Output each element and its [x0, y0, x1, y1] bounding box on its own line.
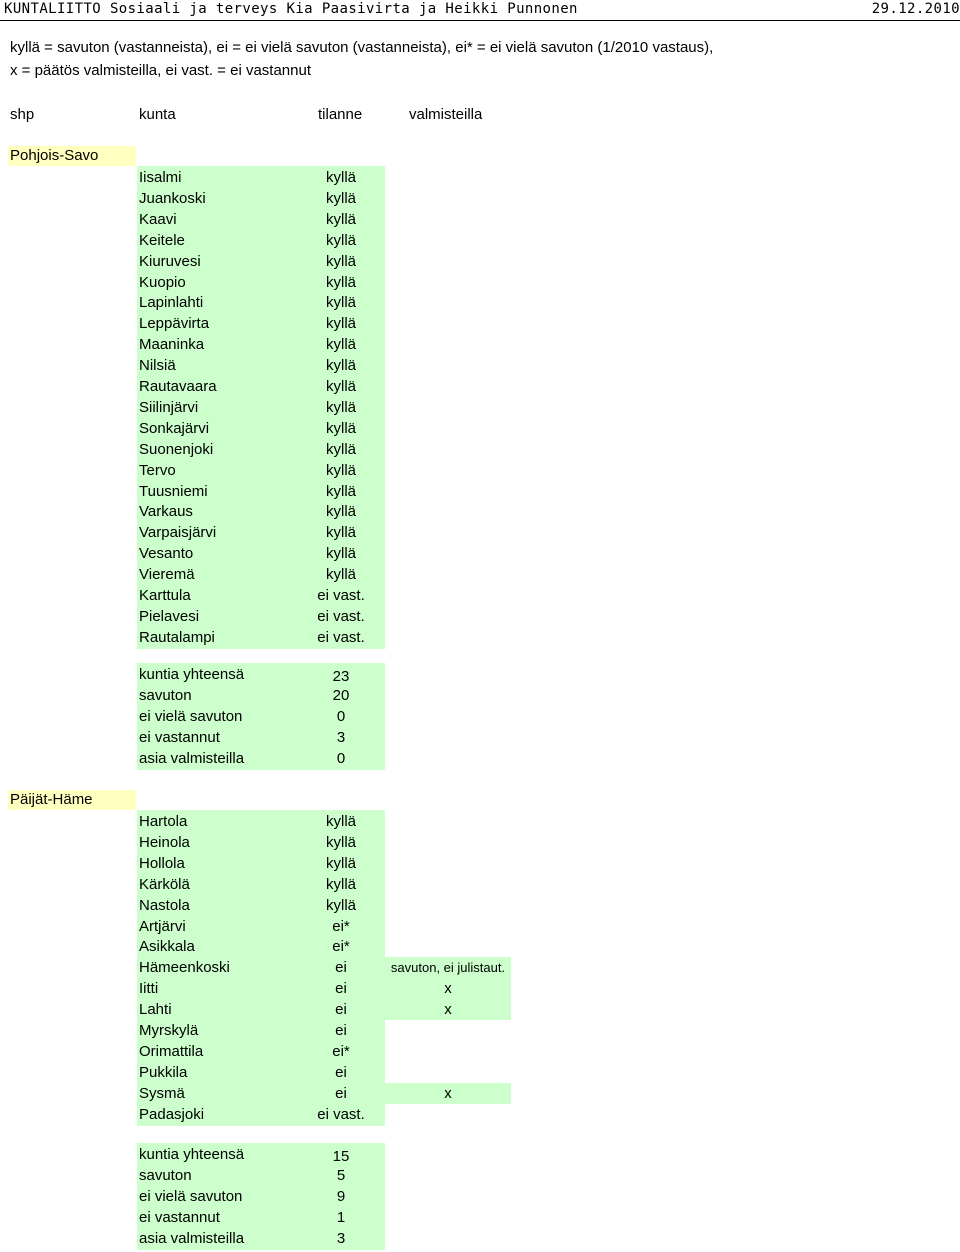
municipality-name: Karttula	[139, 587, 191, 604]
municipality-name: Rautalampi	[139, 628, 215, 646]
column-header-kunta: kunta	[139, 106, 176, 123]
summary-label: savuton	[139, 687, 192, 704]
summary-value: 20	[332, 687, 350, 704]
municipality-name: Hartola	[139, 813, 188, 830]
municipality-name: Rautavaara	[139, 378, 217, 395]
municipality-name: Nastola	[139, 896, 190, 914]
municipality-status: kyllä	[325, 896, 356, 914]
municipality-name: Nilsiä	[139, 357, 176, 375]
summary-label: ei vastannut	[139, 1209, 220, 1226]
municipality-status: ei vast.	[317, 587, 365, 604]
column-header-tilanne: tilanne	[318, 106, 363, 123]
municipality-status: ei vast.	[317, 607, 365, 625]
municipality-name: Maaninka	[139, 336, 205, 354]
municipality-status: kyllä	[325, 189, 356, 207]
municipality-status: kyllä	[325, 833, 356, 851]
municipality-name: Sonkajärvi	[139, 419, 210, 437]
municipality-name: Pielavesi	[139, 607, 200, 625]
legend-line-2: x = päätös valmisteilla, ei vast. = ei vastannut	[10, 62, 311, 79]
summary-label: ei vielä savuton	[139, 708, 243, 725]
municipality-name: Varkaus	[139, 503, 193, 521]
summary-label: ei vastannut	[139, 729, 220, 746]
municipality-name: Kärkölä	[139, 875, 190, 893]
municipality-status: kyllä	[325, 813, 356, 830]
municipality-status: kyllä	[325, 273, 356, 291]
municipality-name: Lahti	[139, 1001, 172, 1019]
municipality-name: Keitele	[139, 231, 185, 249]
summary-value: 0	[336, 708, 346, 725]
summary-label: kuntia yhteensä	[139, 666, 245, 683]
municipality-name: Kuopio	[139, 273, 186, 291]
municipality-status: kyllä	[325, 854, 356, 872]
municipality-name: Tervo	[139, 461, 176, 479]
municipality-status: kyllä	[325, 524, 356, 542]
municipality-status: ei vast.	[317, 628, 365, 646]
municipality-name: Iisalmi	[139, 169, 182, 186]
municipality-status: ei	[335, 1022, 347, 1039]
summary-label: asia valmisteilla	[139, 750, 245, 767]
header-date: 29.12.2010	[871, 1, 960, 17]
municipality-name: Heinola	[139, 833, 190, 851]
page-header	[0, 0, 960, 21]
municipality-name: Padasjoki	[139, 1105, 205, 1123]
municipality-status: kyllä	[325, 357, 356, 375]
summary-value: 9	[336, 1188, 346, 1205]
municipality-status: kyllä	[325, 875, 356, 893]
municipality-name: Kaavi	[139, 210, 177, 228]
municipality-name: Sysmä	[139, 1084, 185, 1102]
summary-value: 3	[336, 729, 346, 746]
municipality-note: x	[444, 1084, 452, 1102]
municipality-status: ei vast.	[317, 1105, 365, 1123]
summary-value: 5	[336, 1167, 346, 1184]
municipality-status: ei*	[332, 1042, 350, 1060]
summary-value: 3	[336, 1230, 346, 1247]
municipality-name: Juankoski	[139, 189, 206, 207]
municipality-status: kyllä	[325, 336, 356, 354]
municipality-name: Leppävirta	[139, 315, 210, 333]
municipality-status: ei	[335, 980, 347, 998]
municipality-status: kyllä	[325, 169, 356, 186]
municipality-name: Myrskylä	[139, 1022, 199, 1039]
municipality-name: Vieremä	[139, 566, 195, 584]
municipality-status: kyllä	[325, 378, 356, 395]
municipality-status: kyllä	[325, 461, 356, 479]
municipality-name: Kiuruvesi	[139, 252, 201, 270]
municipality-name: Orimattila	[139, 1042, 204, 1060]
municipality-note: x	[444, 980, 452, 998]
column-header-shp: shp	[10, 106, 35, 123]
municipality-name: Siilinjärvi	[139, 398, 199, 416]
municipality-name: Suonenjoki	[139, 440, 214, 458]
municipality-name: Hollola	[139, 854, 185, 872]
municipality-status: kyllä	[325, 398, 356, 416]
region-label: Päijät-Häme	[8, 790, 136, 810]
municipality-name: Pukkila	[139, 1063, 188, 1081]
municipality-name: Varpaisjärvi	[139, 524, 217, 542]
municipality-name: Hämeenkoski	[139, 959, 230, 977]
municipality-status: ei	[335, 1063, 347, 1081]
municipality-status: kyllä	[325, 545, 356, 563]
summary-value: 15	[332, 1148, 350, 1165]
municipality-status: ei*	[332, 917, 350, 935]
municipality-status: kyllä	[325, 315, 356, 333]
header-title: KUNTALIITTO Sosiaali ja terveys Kia Paasivirta ja Heikki Punnonen	[4, 1, 578, 17]
municipality-note: savuton, ei julistaut.	[390, 960, 506, 976]
municipality-name: Tuusniemi	[139, 482, 208, 500]
municipality-status: ei	[335, 1084, 347, 1102]
municipality-status: kyllä	[325, 231, 356, 249]
legend-line-1: kyllä = savuton (vastanneista), ei = ei vielä savuton (vastanneista), ei* = ei vielä savuton (1/2010 vastaus),	[10, 39, 714, 56]
municipality-status: ei*	[332, 938, 350, 956]
summary-label: savuton	[139, 1167, 192, 1184]
municipality-status: kyllä	[325, 294, 356, 312]
municipality-status: kyllä	[325, 440, 356, 458]
municipality-status: ei	[335, 1001, 347, 1019]
summary-label: kuntia yhteensä	[139, 1146, 245, 1163]
municipality-name: Vesanto	[139, 545, 194, 563]
column-header-valmisteilla: valmisteilla	[409, 106, 483, 123]
summary-value: 23	[332, 668, 350, 685]
region-label: Pohjois-Savo	[8, 146, 136, 166]
municipality-status: kyllä	[325, 503, 356, 521]
municipality-name: Artjärvi	[139, 917, 186, 935]
summary-value: 0	[336, 750, 346, 767]
summary-value: 1	[336, 1209, 346, 1226]
municipality-status: ei	[335, 959, 347, 977]
summary-label: ei vielä savuton	[139, 1188, 243, 1205]
municipality-status: kyllä	[325, 210, 356, 228]
municipality-status: kyllä	[325, 419, 356, 437]
municipality-note: x	[444, 1001, 452, 1019]
municipality-status: kyllä	[325, 482, 356, 500]
municipality-status: kyllä	[325, 566, 356, 584]
municipality-name: Asikkala	[139, 938, 195, 956]
municipality-status: kyllä	[325, 252, 356, 270]
summary-label: asia valmisteilla	[139, 1230, 245, 1247]
municipality-name: Iitti	[139, 980, 159, 998]
municipality-name: Lapinlahti	[139, 294, 204, 312]
